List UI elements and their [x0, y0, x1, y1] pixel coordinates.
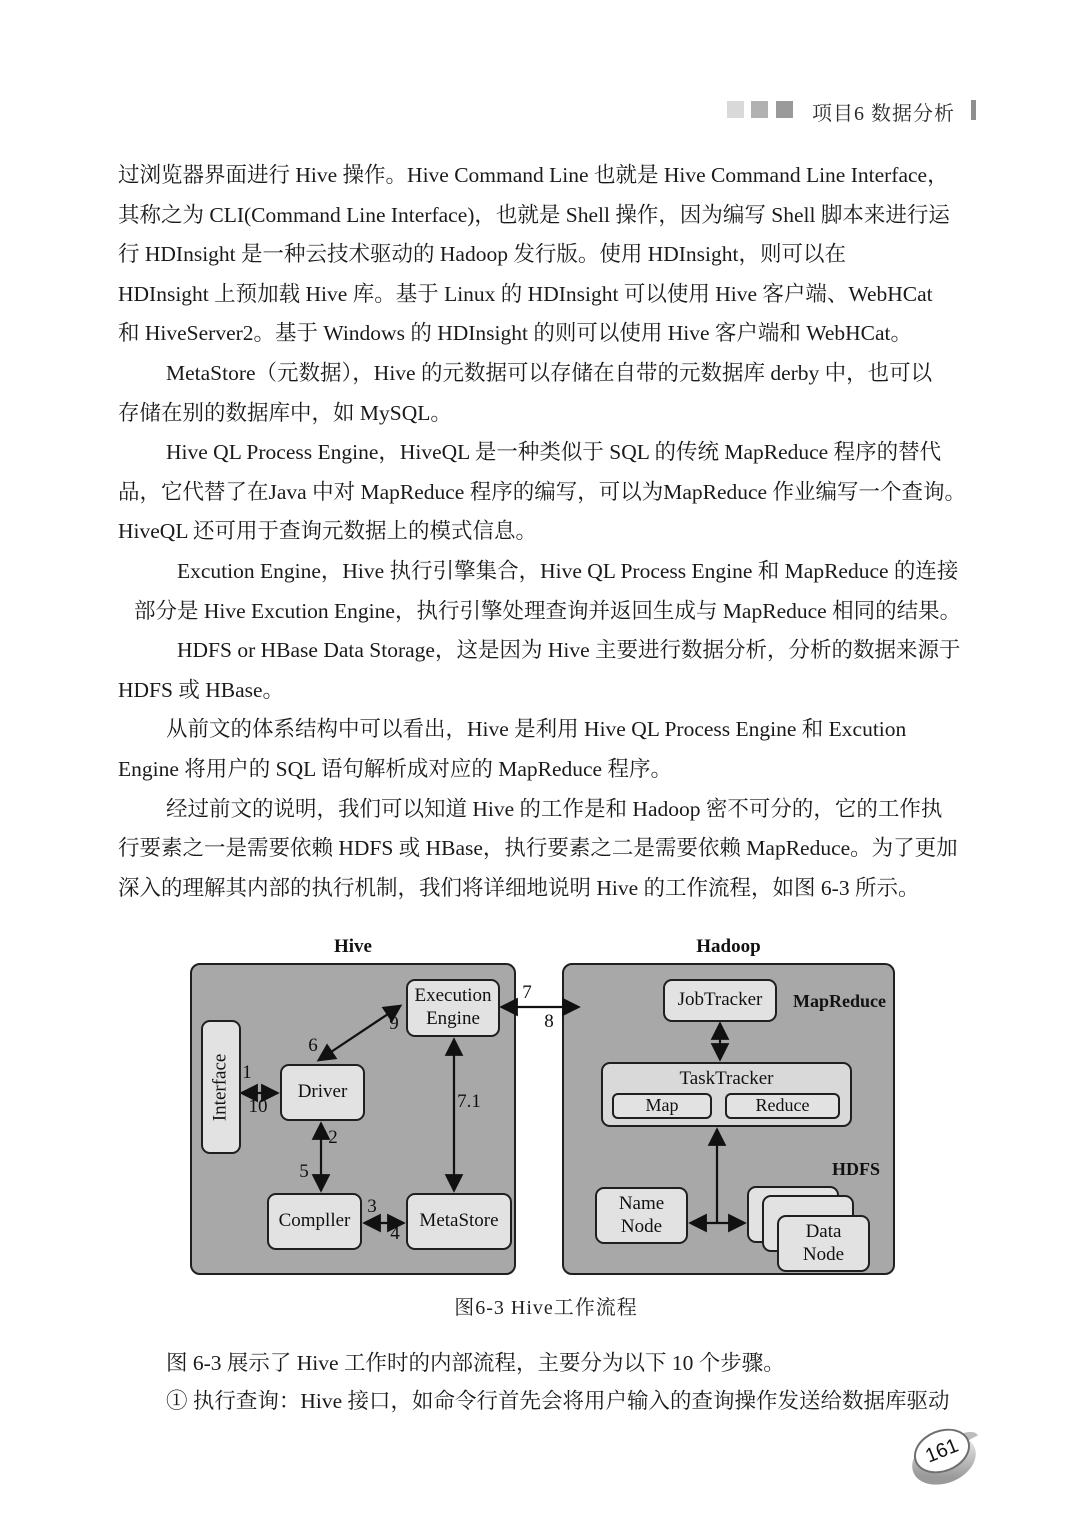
text-line: 存储在别的数据库中，如 MySQL。	[118, 400, 452, 425]
text-line: 其称之为 CLI(Command Line Interface)，也就是 Shell 操作，因为编写 Shell 脚本来进行运	[118, 202, 950, 227]
datanode-box: Data Node	[777, 1215, 870, 1272]
execution-engine-box: Execution Engine	[406, 979, 500, 1037]
step-label-10: 10	[248, 1096, 268, 1117]
text-line: HDFS 或 HBase。	[118, 677, 285, 702]
text-line: 行 HDInsight 是一种云技术驱动的 Hadoop 发行版。使用 HDInsight，则可以在	[118, 242, 846, 267]
step-label-2: 2	[328, 1127, 338, 1148]
step-label-1: 1	[242, 1062, 252, 1083]
namenode-box: Name Node	[595, 1187, 688, 1244]
text-line: Engine 将用户的 SQL 语句解析成对应的 MapReduce 程序。	[118, 756, 672, 781]
text-line: 深入的理解其内部的执行机制，我们将详细地说明 Hive 的工作流程，如图 6-3 所示。	[118, 875, 920, 900]
driver-box: Driver	[280, 1064, 365, 1121]
text-line: HDFS or HBase Data Storage，这是因为 Hive 主要进行数据分析，分析的数据来源于	[177, 638, 961, 663]
text-line: 从前文的体系结构中可以看出，Hive 是利用 Hive QL Process Engine 和 Excution	[166, 717, 907, 742]
page-number-badge	[903, 1425, 985, 1491]
body-text	[118, 156, 988, 908]
text-line: 过浏览器界面进行 Hive 操作。Hive Command Line 也就是 Hive Command Line Interface，	[118, 163, 949, 187]
step-label-9: 9	[389, 1013, 399, 1034]
figure-hive-workflow	[0, 930, 1092, 1280]
hdfs-label: HDFS	[832, 1159, 881, 1179]
step-label-7: 7	[522, 982, 532, 1003]
bottom-text	[118, 1344, 998, 1420]
text-line: 行要素之一是需要依赖 HDFS 或 HBase，执行要素之二是需要依赖 MapReduce。为了更加	[118, 836, 958, 861]
text-line: HiveQL 还可用于查询元数据上的模式信息。	[118, 519, 538, 544]
step-label-3: 3	[367, 1196, 377, 1217]
text-line: MetaStore（元数据），Hive 的元数据可以存储在自带的元数据库 derby 中，也可以	[166, 360, 933, 385]
hive-panel-title: Hive	[334, 936, 372, 957]
header-square-dark	[776, 101, 793, 118]
page-number: 161	[922, 1434, 962, 1467]
figure-caption: 图6-3 Hive工作流程	[454, 1297, 638, 1319]
header-square-mid	[751, 101, 768, 118]
compller-box: Compller	[267, 1193, 362, 1250]
hadoop-panel-title: Hadoop	[696, 936, 761, 957]
text-line: HDInsight 上预加载 Hive 库。基于 Linux 的 HDInsight 可以使用 Hive 客户端、WebHCat	[118, 281, 933, 306]
step-label-6: 6	[308, 1035, 318, 1056]
interface-box	[201, 1020, 241, 1154]
reduce-box: Reduce	[725, 1093, 840, 1119]
interface-label: Interface	[209, 1053, 231, 1121]
tasktracker-box: TaskTracker	[601, 1062, 852, 1127]
header-rule	[971, 100, 976, 120]
text-line: ① 执行查询：Hive 接口，如命令行首先会将用户输入的查询操作发送给数据库驱动	[166, 1389, 950, 1413]
flow-arrows	[0, 930, 1092, 1280]
step-label-4: 4	[390, 1223, 400, 1244]
map-box: Map	[612, 1093, 712, 1119]
mapreduce-label: MapReduce	[793, 991, 886, 1011]
step-label-7-1: 7.1	[457, 1091, 481, 1112]
text-line: 品，它代替了在Java 中对 MapReduce 程序的编写，可以为MapReduce 作业编写一个查询。	[118, 479, 966, 504]
text-line: Hive QL Process Engine，HiveQL 是一种类似于 SQL 的传统 MapReduce 程序的替代	[166, 440, 942, 465]
text-line: 图 6-3 展示了 Hive 工作时的内部流程，主要分为以下 10 个步骤。	[166, 1351, 785, 1375]
metastore-box: MetaStore	[406, 1193, 512, 1250]
text-line: 部分是 Hive Excution Engine，执行引擎处理查询并返回生成与 MapReduce 相同的结果。	[134, 598, 962, 623]
header-square-light	[727, 101, 744, 118]
text-line: 经过前文的说明，我们可以知道 Hive 的工作是和 Hadoop 密不可分的，它的工作执	[166, 796, 943, 821]
text-line: Excution Engine，Hive 执行引擎集合，Hive QL Process Engine 和 MapReduce 的连接	[177, 558, 959, 583]
step-label-5: 5	[299, 1161, 309, 1182]
chapter-header: 项目6 数据分析	[812, 103, 955, 125]
step-label-8: 8	[544, 1011, 554, 1032]
jobtracker-box: JobTracker	[663, 979, 777, 1022]
text-line: 和 HiveServer2。基于 Windows 的 HDInsight 的则可以使用 Hive 客户端和 WebHCat。	[118, 321, 913, 346]
